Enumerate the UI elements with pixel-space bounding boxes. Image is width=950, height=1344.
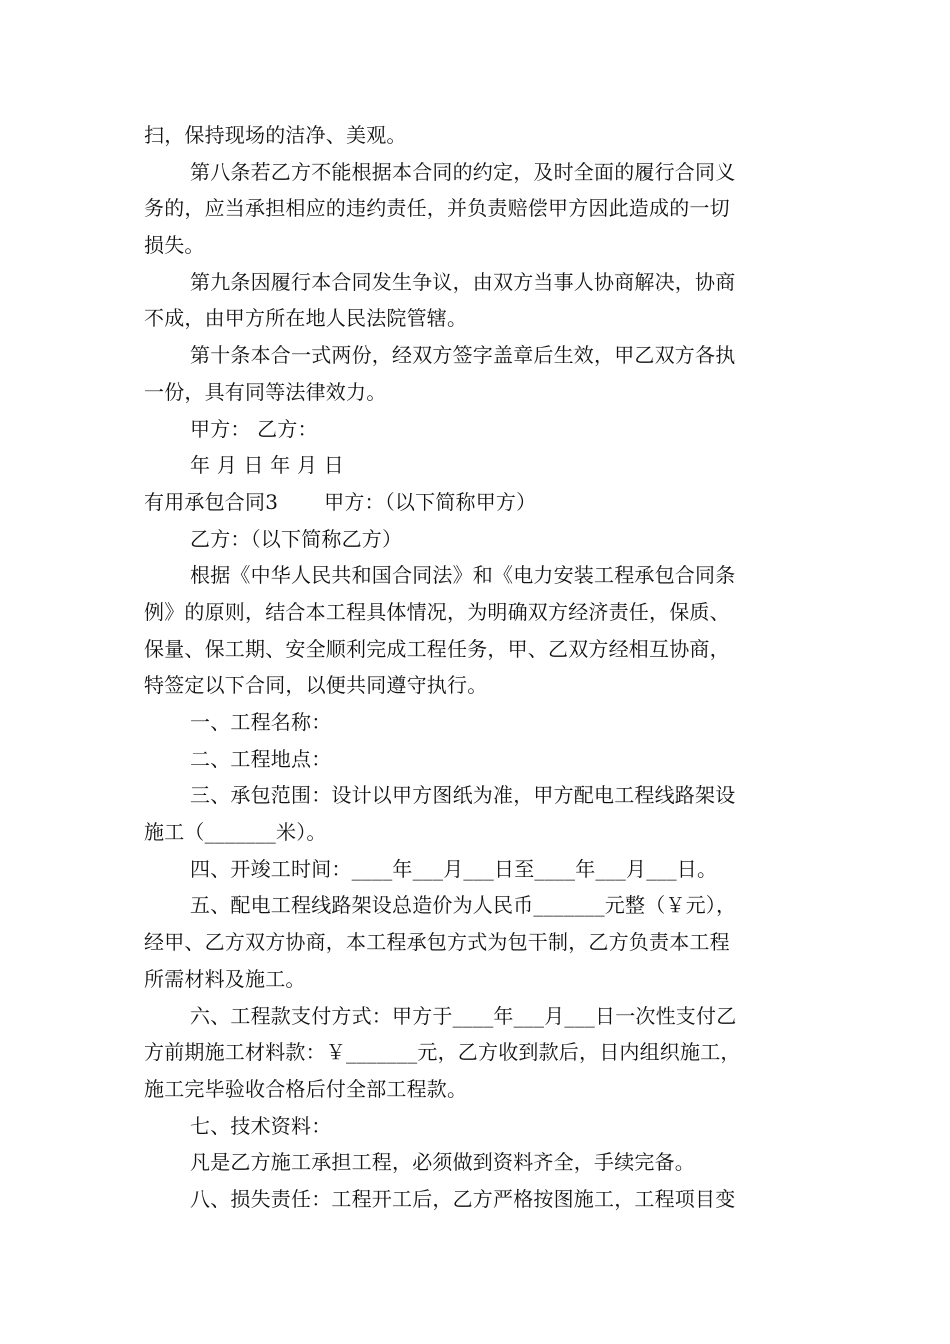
text-line: 方前期施工材料款：￥_______元，乙方收到款后，日内组织施工， xyxy=(144,1040,741,1065)
text-line: 甲方：（以下简称甲方） xyxy=(324,489,537,514)
section-title: 有用承包合同3 xyxy=(144,489,279,514)
text-line: 保量、保工期、安全顺利完成工程任务，甲、乙双方经相互协商， xyxy=(144,636,730,661)
text-line: 根据《中华人民共和国合同法》和《电力安装工程承包合同条 xyxy=(190,563,736,588)
text-line: 损失。 xyxy=(144,233,205,258)
text-line: 第十条本合一式两份，经双方签字盖章后生效，甲乙双方各执 xyxy=(190,343,736,368)
text-line: 八、损失责任：工程开工后，乙方严格按图施工，工程项目变 xyxy=(190,1186,736,1211)
text-line: 一份，具有同等法律效力。 xyxy=(144,379,387,404)
text-line: 第九条因履行本合同发生争议，由双方当事人协商解决，协商 xyxy=(190,269,736,294)
text-line: 所需材料及施工。 xyxy=(144,966,306,991)
text-line: 不成，由甲方所在地人民法院管辖。 xyxy=(144,306,468,331)
text-line: 五、配电工程线路架设总造价为人民币_______元整（￥元）， xyxy=(190,893,737,918)
text-line: 六、工程款支付方式：甲方于____年___月___日一次性支付乙 xyxy=(190,1003,737,1028)
text-line: 乙方：（以下简称乙方） xyxy=(190,526,403,551)
text-line: 特签定以下合同，以便共同遵守执行。 xyxy=(144,673,488,698)
text-line: 扫，保持现场的洁净、美观。 xyxy=(144,123,407,147)
text-line: 二、工程地点： xyxy=(190,746,332,771)
text-line: 四、开竣工时间：____年___月___日至____年___月___日。 xyxy=(190,856,718,881)
text-line: 第八条若乙方不能根据本合同的约定，及时全面的履行合同义 xyxy=(190,159,736,184)
text-line: 务的，应当承担相应的违约责任，并负责赔偿甲方因此造成的一切 xyxy=(144,196,730,221)
text-line: 七、技术资料： xyxy=(190,1113,332,1138)
text-line: 凡是乙方施工承担工程，必须做到资料齐全，手续完备。 xyxy=(190,1150,695,1175)
text-line: 三、承包范围：设计以甲方图纸为准，甲方配电工程线路架设 xyxy=(190,783,736,808)
text-line: 一、工程名称： xyxy=(190,710,332,734)
document-body xyxy=(144,117,808,1218)
text-line: 例》的原则，结合本工程具体情况，为明确双方经济责任，保质、 xyxy=(144,599,730,624)
text-line: 施工（_______米）。 xyxy=(144,820,327,845)
text-line: 施工完毕验收合格后付全部工程款。 xyxy=(144,1076,468,1101)
date-line: 年 月 日 年 月 日 xyxy=(190,453,344,478)
signature-line: 甲方： 乙方： xyxy=(190,416,318,441)
text-line: 经甲、乙方双方协商，本工程承包方式为包干制，乙方负责本工程 xyxy=(144,930,730,955)
section-title-line xyxy=(144,484,808,521)
